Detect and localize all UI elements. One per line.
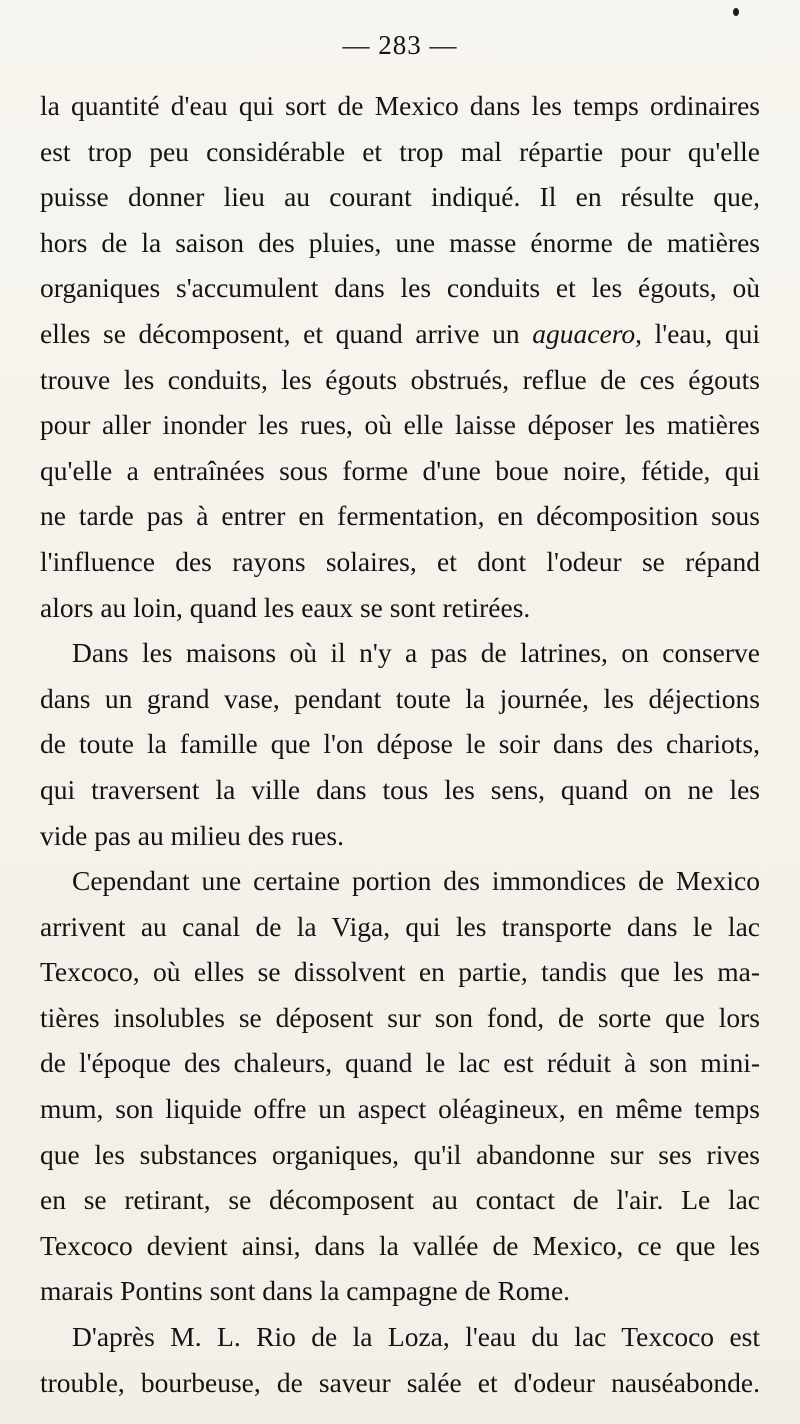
text-line: marais Pontins sont dans la campagne de Rome. (40, 1275, 571, 1307)
text-line: ne tarde pas à entrer en fermentation, en décomposition sous (40, 500, 760, 532)
text-line: trouve les conduits, les égouts obstrués, reflue de ces égouts (40, 363, 760, 395)
text-line: qu'elle a entraînées sous forme d'une boue noire, fétide, qui (40, 454, 760, 486)
text-line: alors au loin, quand les eaux se sont retirées. (40, 591, 531, 623)
text-line-with-italic (40, 311, 760, 357)
text-line: tières insolubles se déposent sur son fond, de sorte que lors (40, 1001, 760, 1033)
text-line: arrivent au canal de la Viga, qui les transporte dans le lac (40, 910, 760, 942)
text-line: de toute la famille que l'on dépose le soir dans des chariots, (40, 728, 760, 760)
text-line: la quantité d'eau qui sort de Mexico dans les temps ordinaires (40, 90, 760, 121)
text-line: trouble, bourbeuse, de saveur salée et d'odeur nauséabonde. (40, 1366, 760, 1398)
text-line: puisse donner lieu au courant indiqué. Il en résulte que, (40, 181, 760, 213)
text-line: hors de la saison des pluies, une masse énorme de matières (40, 226, 760, 258)
text-line: Dans les maisons où il n'y a pas de latrines, on conserve (72, 637, 760, 669)
text-line: D'après M. L. Rio de la Loza, l'eau du lac Texcoco est (72, 1321, 760, 1353)
text-line: mum, son liquide offre un aspect oléagineux, en même temps (40, 1093, 760, 1125)
text-line: que les substances organiques, qu'il abandonne sur ses rives (40, 1138, 760, 1170)
ink-speck (733, 8, 739, 16)
text-fragment: elles se décomposent, et quand arrive un (40, 317, 520, 349)
text-line: vide pas au milieu des rues. (40, 819, 344, 851)
text-line: dans un grand vase, pendant toute la journée, les déjections (40, 682, 760, 714)
italic-term: aguacero (532, 317, 636, 349)
page-number: — 283 — (342, 30, 458, 60)
text-line: l'influence des rayons solaires, et dont l'odeur se répand (40, 545, 760, 577)
text-line: qui traversent la ville dans tous les sens, quand on ne les (40, 773, 760, 805)
text-line: Cependant une certaine portion des immondices de Mexico (72, 865, 760, 897)
text-line: en se retirant, se décomposent au contact de l'air. Le lac (40, 1184, 760, 1216)
body-text (40, 83, 760, 1405)
text-line: Texcoco, où elles se dissolvent en partie, tandis que les ma- (40, 956, 760, 988)
text-line: organiques s'accumulent dans les conduits et les égouts, où (40, 272, 760, 304)
text-line: pour aller inonder les rues, où elle laisse déposer les matières (40, 409, 760, 441)
text-line: est trop peu considérable et trop mal répartie pour qu'elle (40, 135, 760, 167)
text-line: de l'époque des chaleurs, quand le lac est réduit à son mini- (40, 1047, 760, 1079)
text-fragment: , l'eau, qui (635, 317, 760, 349)
text-line: Texcoco devient ainsi, dans la vallée de Mexico, ce que les (40, 1229, 760, 1261)
